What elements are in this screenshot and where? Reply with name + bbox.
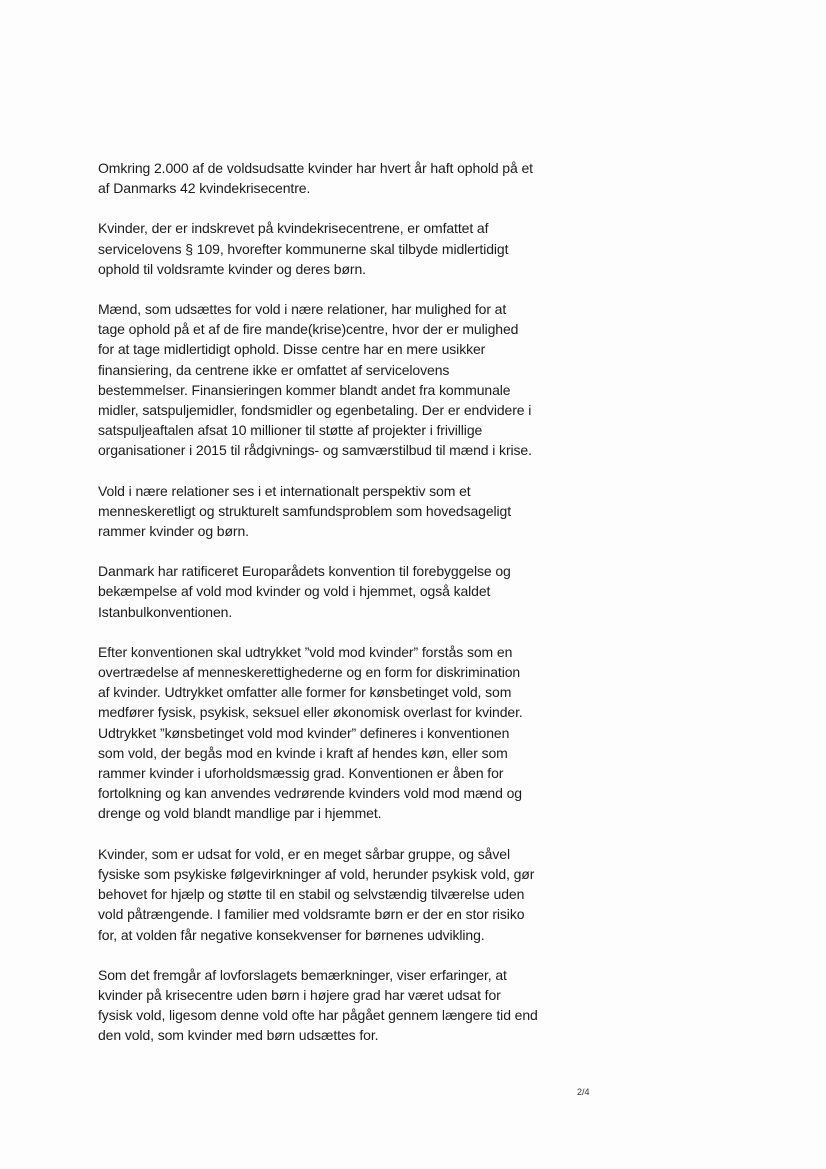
text-line: Som det fremgår af lovforslagets bemærkninger, viser erfaringer, at xyxy=(98,966,507,983)
text-line: fortolkning og kan anvendes vedrørende kvinders vold mod mænd og xyxy=(98,785,522,802)
text-line: Kvinder, der er indskrevet på kvindekrisecentrene, er omfattet af xyxy=(98,220,489,237)
text-line: tage ophold på et af de fire mande(krise)centre, hvor der er mulighed xyxy=(98,321,519,338)
text-line: af kvinder. Udtrykket omfatter alle former for kønsbetinget vold, som xyxy=(98,684,512,701)
text-line: medfører fysisk, psykisk, seksuel eller økonomisk overlast for kvinder. xyxy=(98,704,523,721)
text-line: organisationer i 2015 til rådgivnings- og samværstilbud til mænd i krise. xyxy=(98,442,532,459)
text-line: behovet for hjælp og støtte til en stabil og selvstændig tilværelse uden xyxy=(98,886,525,903)
text-line: drenge og vold blandt mandlige par i hjemmet. xyxy=(98,805,382,822)
text-line: satspuljeaftalen afsat 10 millioner til støtte af projekter i frivillige xyxy=(98,422,483,439)
text-line: den vold, som kvinder med børn udsættes for. xyxy=(98,1027,379,1044)
paragraph xyxy=(98,844,578,945)
paragraph xyxy=(98,481,578,542)
text-line: fysisk vold, ligesom denne vold ofte har pågået gennem længere tid end xyxy=(98,1007,538,1024)
text-line: Kvinder, som er udsat for vold, er en meget sårbar gruppe, og såvel xyxy=(98,845,510,862)
paragraph xyxy=(98,561,578,622)
text-line: for, at volden får negative konsekvenser for børnenes udvikling. xyxy=(98,926,485,943)
text-line: kvinder på krisecentre uden børn i højere grad har været udsat for xyxy=(98,986,501,1003)
paragraph xyxy=(98,218,578,279)
text-line: bekæmpelse af vold mod kvinder og vold i hjemmet, også kaldet xyxy=(98,583,491,600)
text-line: midler, satspuljemidler, fondsmidler og egenbetaling. Der er endvidere i xyxy=(98,402,532,419)
text-line: finansiering, da centrene ikke er omfattet af servicelovens xyxy=(98,361,450,378)
text-line: for at tage midlertidigt ophold. Disse centre har en mere usikker xyxy=(98,341,486,358)
text-line: Udtrykket ”kønsbetinget vold mod kvinder” defineres i konventionen xyxy=(98,724,510,741)
document-body xyxy=(98,158,578,1066)
text-line: af Danmarks 42 kvindekrisecentre. xyxy=(98,180,311,197)
paragraph xyxy=(98,158,578,198)
text-line: fysiske som psykiske følgevirkninger af vold, herunder psykisk vold, gør xyxy=(98,865,535,882)
text-line: Omkring 2.000 af de voldsudsatte kvinder har hvert år haft ophold på et xyxy=(98,160,533,176)
text-line: bestemmelser. Finansieringen kommer blandt andet fra kommunale xyxy=(98,381,511,398)
text-line: vold påtrængende. I familier med voldsramte børn er der en stor risiko xyxy=(98,906,525,923)
text-line: overtrædelse af menneskerettighederne og en form for diskrimination xyxy=(98,664,521,681)
text-line: Danmark har ratificeret Europarådets konvention til forebyggelse og xyxy=(98,563,511,580)
page-number: 2/4 xyxy=(577,1087,590,1097)
text-line: rammer kvinder i uforholdsmæssig grad. Konventionen er åben for xyxy=(98,765,504,782)
text-line: Vold i nære relationer ses i et internationalt perspektiv som et xyxy=(98,482,471,499)
paragraph xyxy=(98,299,578,461)
text-line: servicelovens § 109, hvorefter kommunerne skal tilbyde midlertidigt xyxy=(98,240,509,257)
text-line: Mænd, som udsættes for vold i nære relationer, har mulighed for at xyxy=(98,301,507,318)
paragraph xyxy=(98,965,578,1046)
text-line: rammer kvinder og børn. xyxy=(98,523,249,540)
text-line: som vold, der begås mod en kvinde i kraft af hendes køn, eller som xyxy=(98,744,508,761)
paragraph xyxy=(98,642,578,824)
text-line: Istanbulkonventionen. xyxy=(98,603,233,620)
text-line: menneskeretligt og strukturelt samfundsproblem som hovedsageligt xyxy=(98,502,512,519)
text-line: ophold til voldsramte kvinder og deres børn. xyxy=(98,260,366,277)
text-line: Efter konventionen skal udtrykket ”vold mod kvinder” forstås som en xyxy=(98,643,513,660)
